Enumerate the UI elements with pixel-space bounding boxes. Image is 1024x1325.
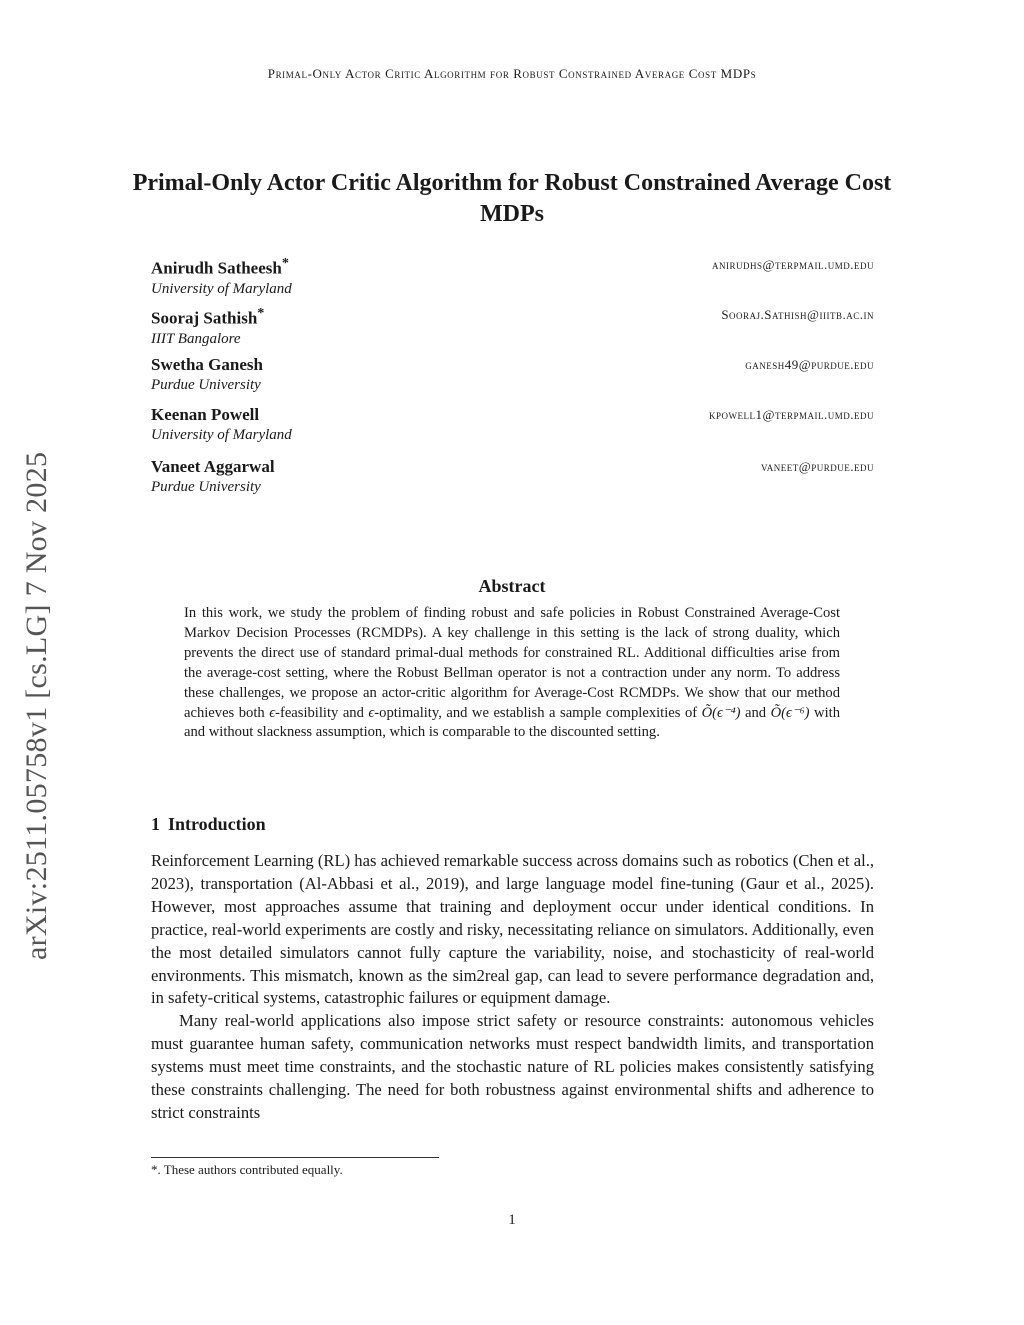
author-affiliation: University of Maryland (151, 427, 292, 443)
author-affiliation: Purdue University (151, 479, 261, 495)
footnote-divider (151, 1157, 439, 1158)
author-email: kpowell1@terpmail.umd.edu (709, 407, 874, 422)
section-body (151, 850, 874, 1125)
author-block (151, 355, 874, 394)
author-block (151, 457, 874, 496)
arxiv-identifier-stamp: arXiv:2511.05758v1 [cs.LG] 7 Nov 2025 (20, 451, 53, 960)
author-email: vaneet@purdue.edu (760, 459, 874, 474)
complexity-bound: Õ(ϵ⁻⁶) (770, 704, 810, 721)
page-number: 1 (508, 1212, 516, 1228)
author-name: Sooraj Sathish* (151, 305, 265, 328)
complexity-bound: Õ(ϵ⁻⁴) (701, 704, 741, 721)
author-name: Anirudh Satheesh* (151, 255, 289, 278)
paper-title: Primal-Only Actor Critic Algorithm for Robust Constrained Average Cost MDPs (132, 170, 892, 227)
paragraph: Many real-world applications also impose strict safety or resource constraints: autonomous vehicles must guarantee human safety, communication networks must respect bandwidth limits, and transportation systems must meet time constraints, and the stochastic nature of RL policies makes consistently satisfying these constraints challenging. The need for both robustness against environmental shifts and adherence to strict constraints (151, 1011, 874, 1122)
author-affiliation: Purdue University (151, 377, 261, 393)
section-heading: 1 Introduction (151, 814, 266, 834)
author-email: anirudhs@terpmail.umd.edu (712, 257, 874, 272)
abstract-heading: Abstract (478, 576, 546, 596)
author-name: Vaneet Aggarwal (151, 457, 275, 476)
author-email: ganesh49@purdue.edu (745, 357, 874, 372)
author-affiliation: University of Maryland (151, 280, 292, 297)
author-block (151, 305, 874, 348)
author-block (151, 405, 874, 444)
author-name: Keenan Powell (151, 405, 260, 424)
author-name: Swetha Ganesh (151, 355, 263, 374)
paragraph: Reinforcement Learning (RL) has achieved remarkable success across domains such as robotics (Chen et al., 2023), transportation (Al-Abbasi et al., 2019), and large language model fine-tuning (Gaur et al., 2025). However, most approaches assume that training and deployment occur under identical conditions. In practice, real-world experiments are costly and risky, necessitating reliance on simulators. Additionally, even the most detailed simulators cannot fully capture the variability, noise, and stochasticity of real-world environments. This mismatch, known as the sim2real gap, can lead to severe performance degradation and, in safety-critical systems, catastrophic failures or equipment damage. (151, 851, 874, 1008)
author-block (151, 255, 874, 298)
footnote: *. These authors contributed equally. (151, 1162, 343, 1177)
author-affiliation: IIIT Bangalore (151, 330, 241, 347)
author-email: Sooraj.Sathish@iiitb.ac.in (721, 307, 874, 322)
running-head: Primal-Only Actor Critic Algorithm for Robust Constrained Average Cost MDPs (267, 66, 757, 81)
abstract-text: In this work, we study the problem of finding robust and safe policies in Robust Constrained Average-Cost Markov Decision Processes (RCMDPs). A key challenge in this setting is the lack of strong duality, which prevents the direct use of standard primal-dual methods for constrained RL. Additional difficulties arise from the average-cost setting, where the Robust Bellman operator is not a contraction under any norm. To address these challenges, we propose an actor-critic algorithm for Average-Cost RCMDPs. We show that our method achieves both ϵ-feasibility and ϵ-optimality, and we establish a sample complexities of Õ(ϵ⁻⁴) and Õ(ϵ⁻⁶) with and without slackness assumption, which is comparable to the discounted setting. (184, 605, 840, 741)
